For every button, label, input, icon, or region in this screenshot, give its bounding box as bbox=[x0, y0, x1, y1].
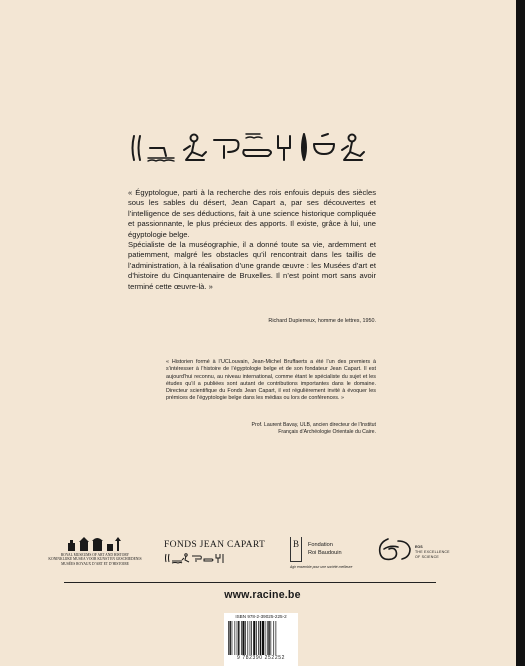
barcode-bar bbox=[237, 621, 238, 655]
eos-line-1: THE EXCELLENCE bbox=[415, 550, 450, 554]
barcode-bar bbox=[251, 621, 252, 655]
barcode-bar bbox=[250, 621, 251, 655]
divider-rule bbox=[64, 582, 436, 583]
royal-museums-line-1: ROYAL MUSEUMS OF ART AND HISTORY bbox=[60, 553, 130, 557]
eos-logo bbox=[376, 535, 466, 568]
barcode-bar bbox=[229, 621, 230, 655]
secondary-attribution-line-2: Français d’Archéologie Orientale du Caire. bbox=[278, 428, 376, 435]
frb-line-1: Fondation bbox=[308, 542, 333, 548]
barcode-bar bbox=[247, 621, 248, 655]
eos-swirl-icon bbox=[376, 535, 414, 563]
barcode-bar bbox=[260, 621, 261, 655]
isbn-text: ISBN 978-2-39025-225-2 bbox=[235, 614, 287, 619]
isbn-barcode bbox=[224, 613, 298, 666]
barcode-bar bbox=[268, 621, 269, 655]
eos-name: EOS bbox=[415, 545, 423, 549]
barcode-bar bbox=[256, 621, 257, 655]
royal-museums-line-3: MUSÉES ROYAUX D’ART ET D’HISTOIRE bbox=[61, 561, 129, 566]
hieroglyph-mark-icon bbox=[164, 552, 226, 564]
frb-line-2: Roi Baudouin bbox=[308, 550, 342, 556]
secondary-attribution-line-1: Prof. Laurent Bavay, ULB, ancien directeur de l’Institut bbox=[251, 422, 376, 428]
hieroglyph-inscription bbox=[128, 128, 376, 166]
fonds-jean-capart-title: FONDS JEAN CAPART bbox=[164, 539, 266, 550]
eos-tagline bbox=[415, 550, 450, 559]
barcode-bar bbox=[267, 621, 268, 655]
frb-tagline: Agir ensemble pour une société meilleure bbox=[290, 565, 353, 569]
barcode-bar bbox=[253, 621, 255, 655]
barcode-bar bbox=[245, 621, 246, 655]
barcode-bar bbox=[228, 621, 229, 655]
secondary-quote-attribution bbox=[166, 422, 376, 436]
barcode-bar bbox=[270, 621, 271, 655]
frb-emblem: B bbox=[290, 537, 302, 562]
barcode-bar bbox=[232, 621, 233, 655]
barcode-bar bbox=[262, 621, 264, 655]
barcode-bar bbox=[234, 621, 235, 655]
museum-buildings-icon bbox=[66, 535, 126, 553]
barcode-bars bbox=[228, 621, 294, 655]
barcode-bar bbox=[276, 621, 277, 655]
publisher-website: www.racine.be bbox=[224, 589, 301, 601]
royal-museums-logo bbox=[40, 535, 150, 566]
main-quote bbox=[128, 188, 376, 292]
barcode-bar bbox=[242, 621, 244, 655]
barcode-bar bbox=[241, 621, 242, 655]
secondary-quote: « Historien formé à l’UCLouvain, Jean-Michel Bruffaerts a été l’un des premiers à s’intéresser à l’histoire de l’égyptologie belge et de son fondateur Jean Capart. Il est aujourd’hui reconnu, au niveau international, comme étant le spécialiste du sujet et les études qu’il a publiées sont autant de contributions importantes dans le domaine. Directeur scientifique du Fonds Jean Capart, il est régulièrement invité à évoquer les prémices de l’égyptologie belge dans les médias ou lors de conférences. » bbox=[166, 359, 376, 402]
main-quote-paragraph-1: « Égyptologue, parti à la recherche des rois enfouis depuis des siècles sous les sables du désert, Jean Capart a, par ses découvertes et l’intelligence de ses déductions, fait à une science historique compliquée et passionnante, le plus précieux des apports. Il existe, grâce à lui, une égyptologie belge. bbox=[128, 188, 376, 239]
barcode-bar bbox=[273, 621, 274, 655]
main-quote-paragraph-2: Spécialiste de la muséographie, il a donné toute sa vie, ardemment et patiemment, malgré les obstacles qu’il rencontrait dans les taillis de l’administration, à la réalisation d’une grande œuvre : les Musées d’art et d’histoire du Cinquantenaire de Bruxelles. Il n’est point mort sans avoir terminé cette œuvre-là. » bbox=[128, 240, 376, 291]
main-quote-attribution: Richard Dupierreux, homme de lettres, 1950. bbox=[268, 318, 376, 324]
barcode-bar bbox=[258, 621, 259, 655]
sponsor-logos bbox=[0, 535, 525, 580]
barcode-bar bbox=[265, 621, 266, 655]
royal-museums-line-2: KONINKLIJKE MUSEA VOOR KUNST EN GESCHIEDENIS bbox=[48, 557, 142, 562]
frb-name bbox=[308, 541, 342, 557]
barcode-bar bbox=[238, 621, 239, 655]
eos-line-2: OF SCIENCE bbox=[415, 554, 439, 559]
fonds-jean-capart-logo bbox=[164, 539, 274, 564]
barcode-number: 9 782390 252252 bbox=[237, 655, 285, 661]
